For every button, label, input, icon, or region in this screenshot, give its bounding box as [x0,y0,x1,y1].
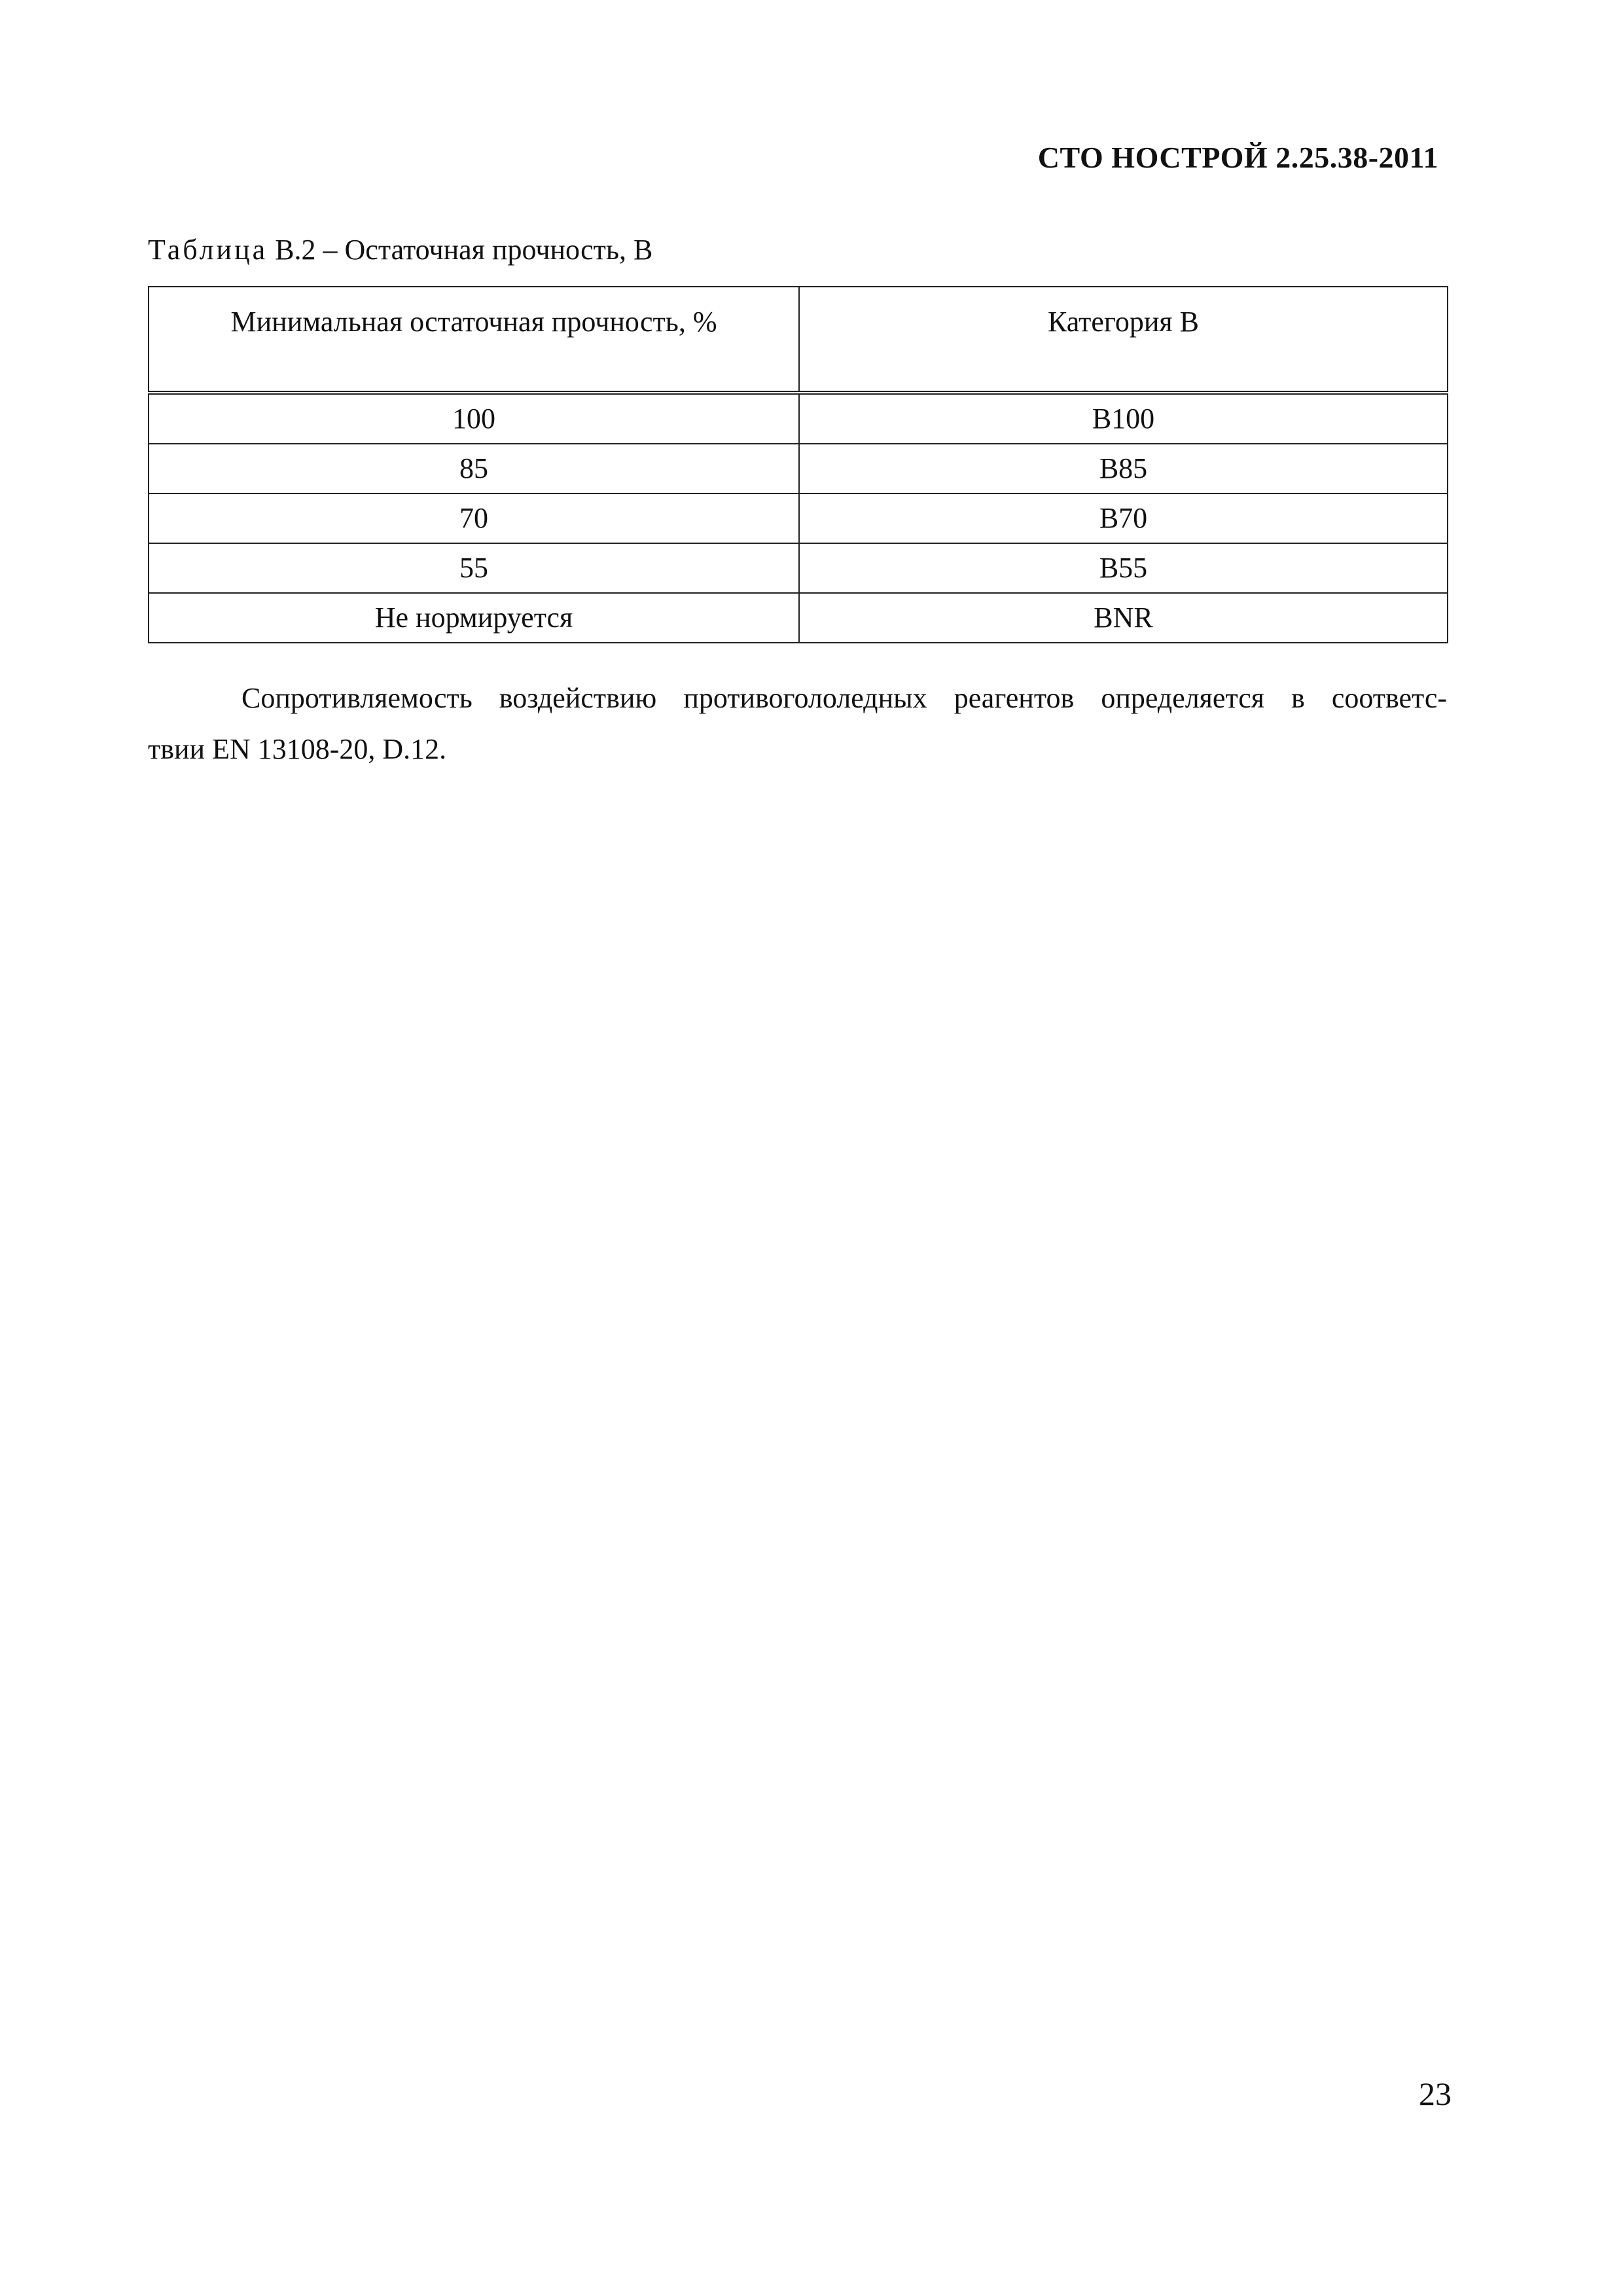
body-paragraph-line-2: твии EN 13108-20, D.12. [148,733,447,765]
table-caption-prefix: Таблица [148,234,268,266]
document-code-header: СТО НОСТРОЙ 2.25.38-2011 [1037,141,1438,174]
table-row [149,493,1448,543]
table-row [149,543,1448,593]
body-paragraph-line-1: Сопротивляемость воздействию противогололедных реагентов определяется в соответс- [241,682,1447,714]
table-cell-category: В100 [799,393,1448,444]
table-caption-text: В.2 – Остаточная прочность, В [268,234,653,266]
table-row [149,593,1448,643]
residual-strength-table [148,286,1447,643]
table-cell-category: В70 [799,493,1448,543]
table-cell-strength: 100 [149,393,799,444]
table-caption [148,233,652,266]
column-header-min-strength: Минимальная остаточная прочность, % [149,287,799,393]
table-cell-strength: 85 [149,444,799,493]
column-header-category: Категория В [799,287,1448,393]
table-header-row [149,287,1448,393]
table-cell-category: В85 [799,444,1448,493]
table-row [149,393,1448,444]
table-cell-category: В55 [799,543,1448,593]
table-cell-category: BNR [799,593,1448,643]
table-cell-strength: 55 [149,543,799,593]
table-cell-strength: Не нормируется [149,593,799,643]
body-paragraph [148,673,1447,775]
table-row [149,444,1448,493]
table-cell-strength: 70 [149,493,799,543]
page-number: 23 [1419,2075,1452,2112]
data-table [148,286,1448,643]
